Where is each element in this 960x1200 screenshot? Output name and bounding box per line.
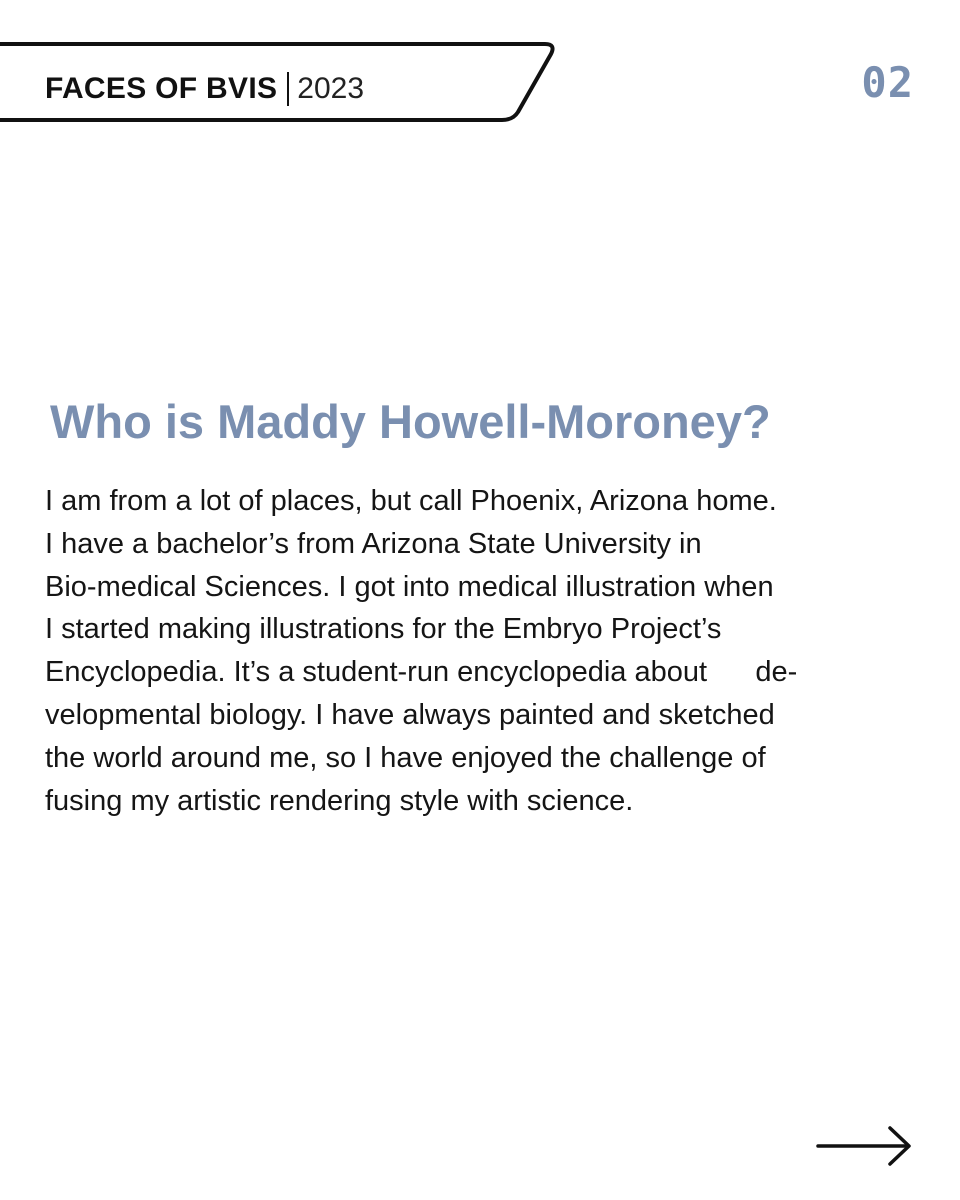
bio-line: velopmental biology. I have always painted and sketched bbox=[45, 698, 775, 731]
bio-line: the world around me, so I have enjoyed the challenge of bbox=[45, 741, 766, 774]
bio-line: Bio-medical Sciences. I got into medical illustration when bbox=[45, 570, 774, 603]
bio-line: Encyclopedia. It’s a student-run encyclopedia about de- bbox=[45, 656, 798, 689]
bio-line: I am from a lot of places, but call Phoenix, Arizona home. bbox=[45, 485, 777, 517]
bio-line: I started making illustrations for the Embryo Project’s bbox=[45, 613, 722, 646]
page-number: 02 bbox=[861, 58, 914, 107]
header-year: 2023 bbox=[297, 72, 365, 105]
page-title: Who is Maddy Howell-Moroney? bbox=[50, 395, 771, 448]
arrow-right-icon bbox=[816, 1124, 916, 1168]
header-divider bbox=[287, 72, 289, 106]
bio-line: fusing my artistic rendering style with science. bbox=[45, 784, 634, 817]
header-title bbox=[45, 69, 364, 109]
bio-paragraph bbox=[45, 480, 905, 822]
brand-name: FACES OF BVIS bbox=[45, 72, 278, 105]
next-page-button[interactable] bbox=[816, 1124, 916, 1168]
bio-line: I have a bachelor’s from Arizona State University in bbox=[45, 527, 702, 560]
